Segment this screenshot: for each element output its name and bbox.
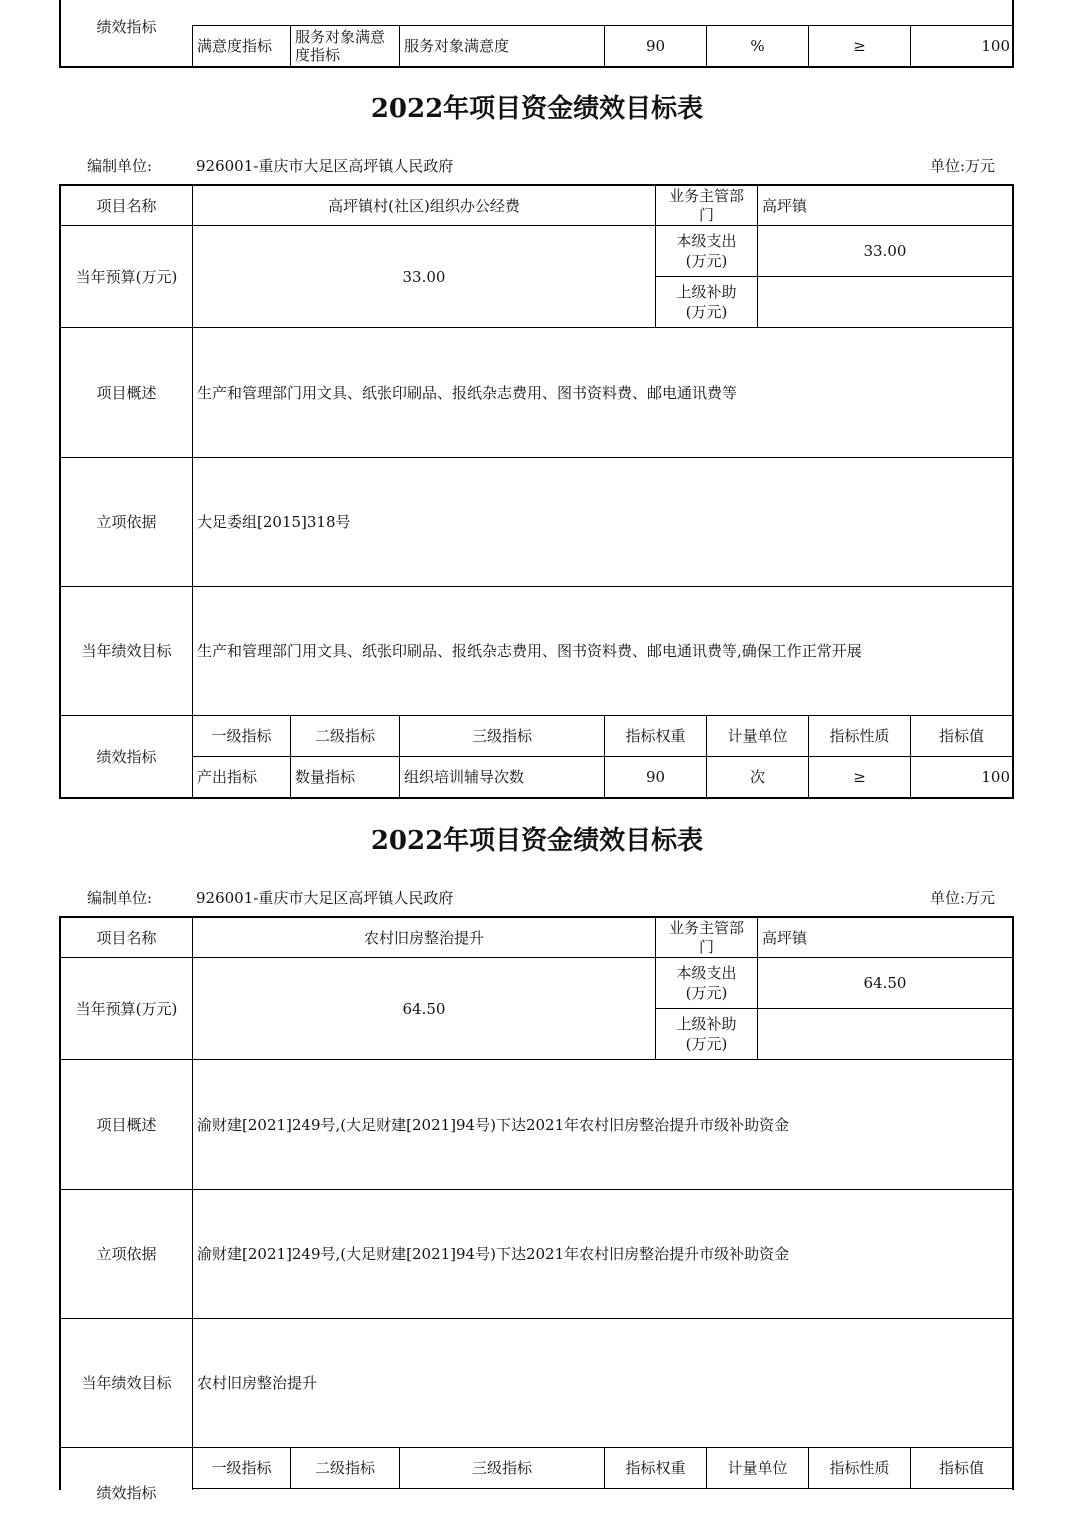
dept-value: 高坪镇 <box>762 928 808 947</box>
hdr-level2: 二级指标 <box>314 1459 375 1477</box>
subsidy-label: 上级补助(万元) <box>676 283 737 321</box>
dept-label: 业务主管部门 <box>668 918 744 956</box>
org-value: 926001-重庆市大足区高坪镇人民政府 <box>196 889 454 907</box>
basis-value: 大足委组[2015]318号 <box>197 513 351 531</box>
budget-value: 33.00 <box>402 267 446 286</box>
weight-cell: 90 <box>645 768 666 786</box>
overview-label: 项目概述 <box>96 383 157 402</box>
unit-label: 单位:万元 <box>930 157 996 175</box>
unit-cell: 次 <box>749 768 765 786</box>
level3-cell: 服务对象满意度 <box>404 37 510 55</box>
perf-label-cut: 绩效指标 <box>96 18 157 36</box>
org-label: 编制单位: <box>87 157 153 175</box>
own-expense-value: 64.50 <box>863 974 907 992</box>
own-expense-label: 本级支出(万元) <box>676 964 737 1002</box>
budget-label: 当年预算(万元) <box>75 999 178 1018</box>
weight-cell: 90 <box>645 37 666 55</box>
own-expense-value: 33.00 <box>863 242 907 260</box>
goal-label: 当年绩效目标 <box>81 1374 172 1392</box>
hdr-value: 指标值 <box>938 727 984 745</box>
level1-cell: 产出指标 <box>197 768 258 786</box>
nature-cell: ≥ <box>853 768 866 786</box>
org-label: 编制单位: <box>87 889 153 907</box>
perf-label: 绩效指标 <box>96 747 157 766</box>
project-name-label: 项目名称 <box>96 928 157 947</box>
subsidy-value <box>758 277 1012 327</box>
org-value: 926001-重庆市大足区高坪镇人民政府 <box>196 157 454 175</box>
unit-label: 单位:万元 <box>930 889 996 907</box>
table1-title: 2022年项目资金绩效目标表 <box>370 94 704 124</box>
perf-label-cut: 绩效指标 <box>96 1484 157 1502</box>
dept-value: 高坪镇 <box>762 196 808 215</box>
value-cell: 100 <box>981 37 1010 55</box>
budget-value: 64.50 <box>402 999 446 1018</box>
hdr-value: 指标值 <box>938 1459 984 1477</box>
unit-cell: % <box>750 37 765 55</box>
hdr-unit: 计量单位 <box>727 727 788 745</box>
subsidy-label: 上级补助(万元) <box>676 1015 737 1053</box>
basis-label: 立项依据 <box>96 1245 157 1263</box>
level1-cell: 满意度指标 <box>197 37 273 55</box>
overview-value: 渝财建[2021]249号,(大足财建[2021]94号)下达2021年农村旧房整治提升市级补助资金 <box>197 1115 790 1134</box>
hdr-weight: 指标权重 <box>625 1459 686 1477</box>
basis-value: 渝财建[2021]249号,(大足财建[2021]94号)下达2021年农村旧房整治提升市级补助资金 <box>197 1245 790 1263</box>
hdr-level3: 三级指标 <box>471 1459 532 1477</box>
hdr-level2: 二级指标 <box>314 727 375 745</box>
dept-label: 业务主管部门 <box>668 186 744 224</box>
level2-cell: 数量指标 <box>295 768 356 786</box>
overview-value: 生产和管理部门用文具、纸张印刷品、报纸杂志费用、图书资料费、邮电通讯费等 <box>197 383 738 402</box>
hdr-nature: 指标性质 <box>829 1459 890 1477</box>
own-expense-label: 本级支出(万元) <box>676 232 737 270</box>
level2-cell: 服务对象满意度指标 <box>295 28 386 64</box>
project-name-label: 项目名称 <box>96 196 157 215</box>
hdr-level3: 三级指标 <box>471 727 532 745</box>
project-name-value: 农村旧房整治提升 <box>363 928 484 947</box>
table2-title: 2022年项目资金绩效目标表 <box>370 826 704 856</box>
budget-label: 当年预算(万元) <box>75 267 178 286</box>
hdr-level1: 一级指标 <box>211 727 272 745</box>
project-name-value: 高坪镇村(社区)组织办公经费 <box>328 196 520 215</box>
hdr-level1: 一级指标 <box>211 1459 272 1477</box>
goal-label: 当年绩效目标 <box>81 642 172 660</box>
subsidy-value <box>758 1009 1012 1059</box>
level3-cell: 组织培训辅导次数 <box>404 768 525 786</box>
hdr-nature: 指标性质 <box>829 727 890 745</box>
value-cell: 100 <box>981 768 1010 786</box>
goal-value: 生产和管理部门用文具、纸张印刷品、报纸杂志费用、图书资料费、邮电通讯费等,确保工作正常开展 <box>197 642 862 660</box>
nature-cell: ≥ <box>853 37 866 55</box>
basis-label: 立项依据 <box>96 513 157 531</box>
goal-value: 农村旧房整治提升 <box>197 1374 318 1392</box>
overview-label: 项目概述 <box>96 1115 157 1134</box>
hdr-unit: 计量单位 <box>727 1459 788 1477</box>
hdr-weight: 指标权重 <box>625 727 686 745</box>
